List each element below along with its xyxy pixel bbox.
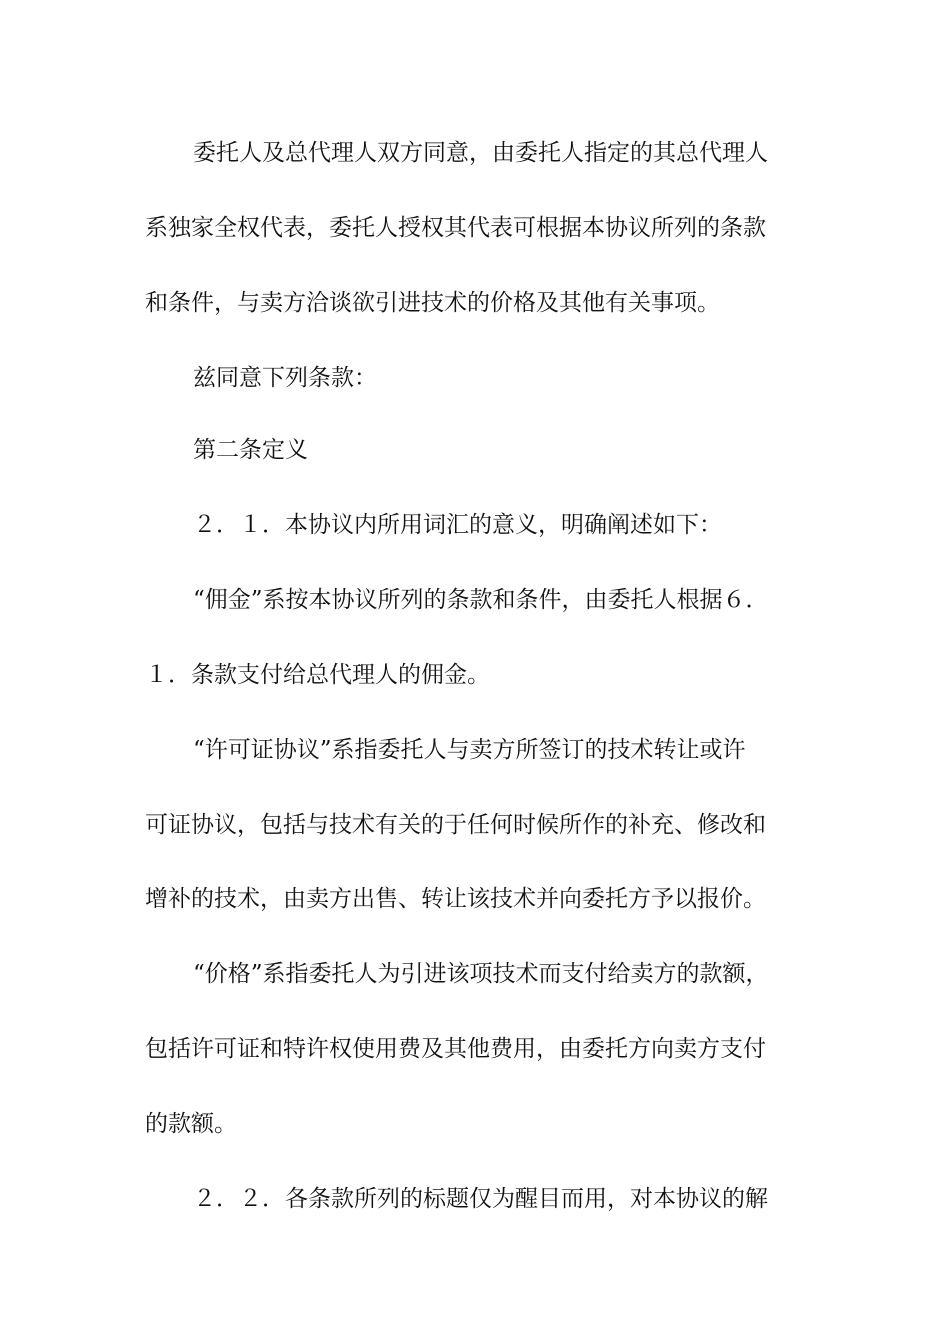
paragraph-line: 兹同意下列条款： (193, 365, 377, 391)
paragraph-line: 可证协议，包括与技术有关的于任何时候所作的补充、修改和 (145, 812, 766, 838)
paragraph-line: １．条款支付给总代理人的佣金。 (145, 662, 490, 688)
clause-line: ２．２．各条款所列的标题仅为醒目而用，对本协议的解 (193, 1186, 768, 1212)
paragraph-line: “许可证协议”系指委托人与卖方所签订的技术转让或许 (193, 737, 746, 763)
paragraph-line: 的款额。 (145, 1111, 237, 1137)
clause-line: ２．１．本协议内所用词汇的意义，明确阐述如下： (193, 512, 722, 538)
paragraph-line: “价格”系指委托人为引进该项技术而支付给卖方的款额， (193, 961, 769, 987)
paragraph-line: 和条件，与卖方洽谈欲引进技术的价格及其他有关事项。 (145, 290, 720, 316)
paragraph-line: 包括许可证和特许权使用费及其他费用，由委托方向卖方支付 (145, 1036, 766, 1062)
paragraph-line: “佣金”系按本协议所列的条款和条件，由委托人根据６． (193, 587, 769, 613)
paragraph-line: 系独家全权代表，委托人授权其代表可根据本协议所列的条款 (145, 215, 766, 241)
paragraph-line: 委托人及总代理人双方同意，由委托人指定的其总代理人 (193, 140, 768, 166)
paragraph-line: 增补的技术，由卖方出售、转让该技术并向委托方予以报价。 (145, 886, 766, 912)
section-heading: 第二条定义 (193, 437, 308, 463)
